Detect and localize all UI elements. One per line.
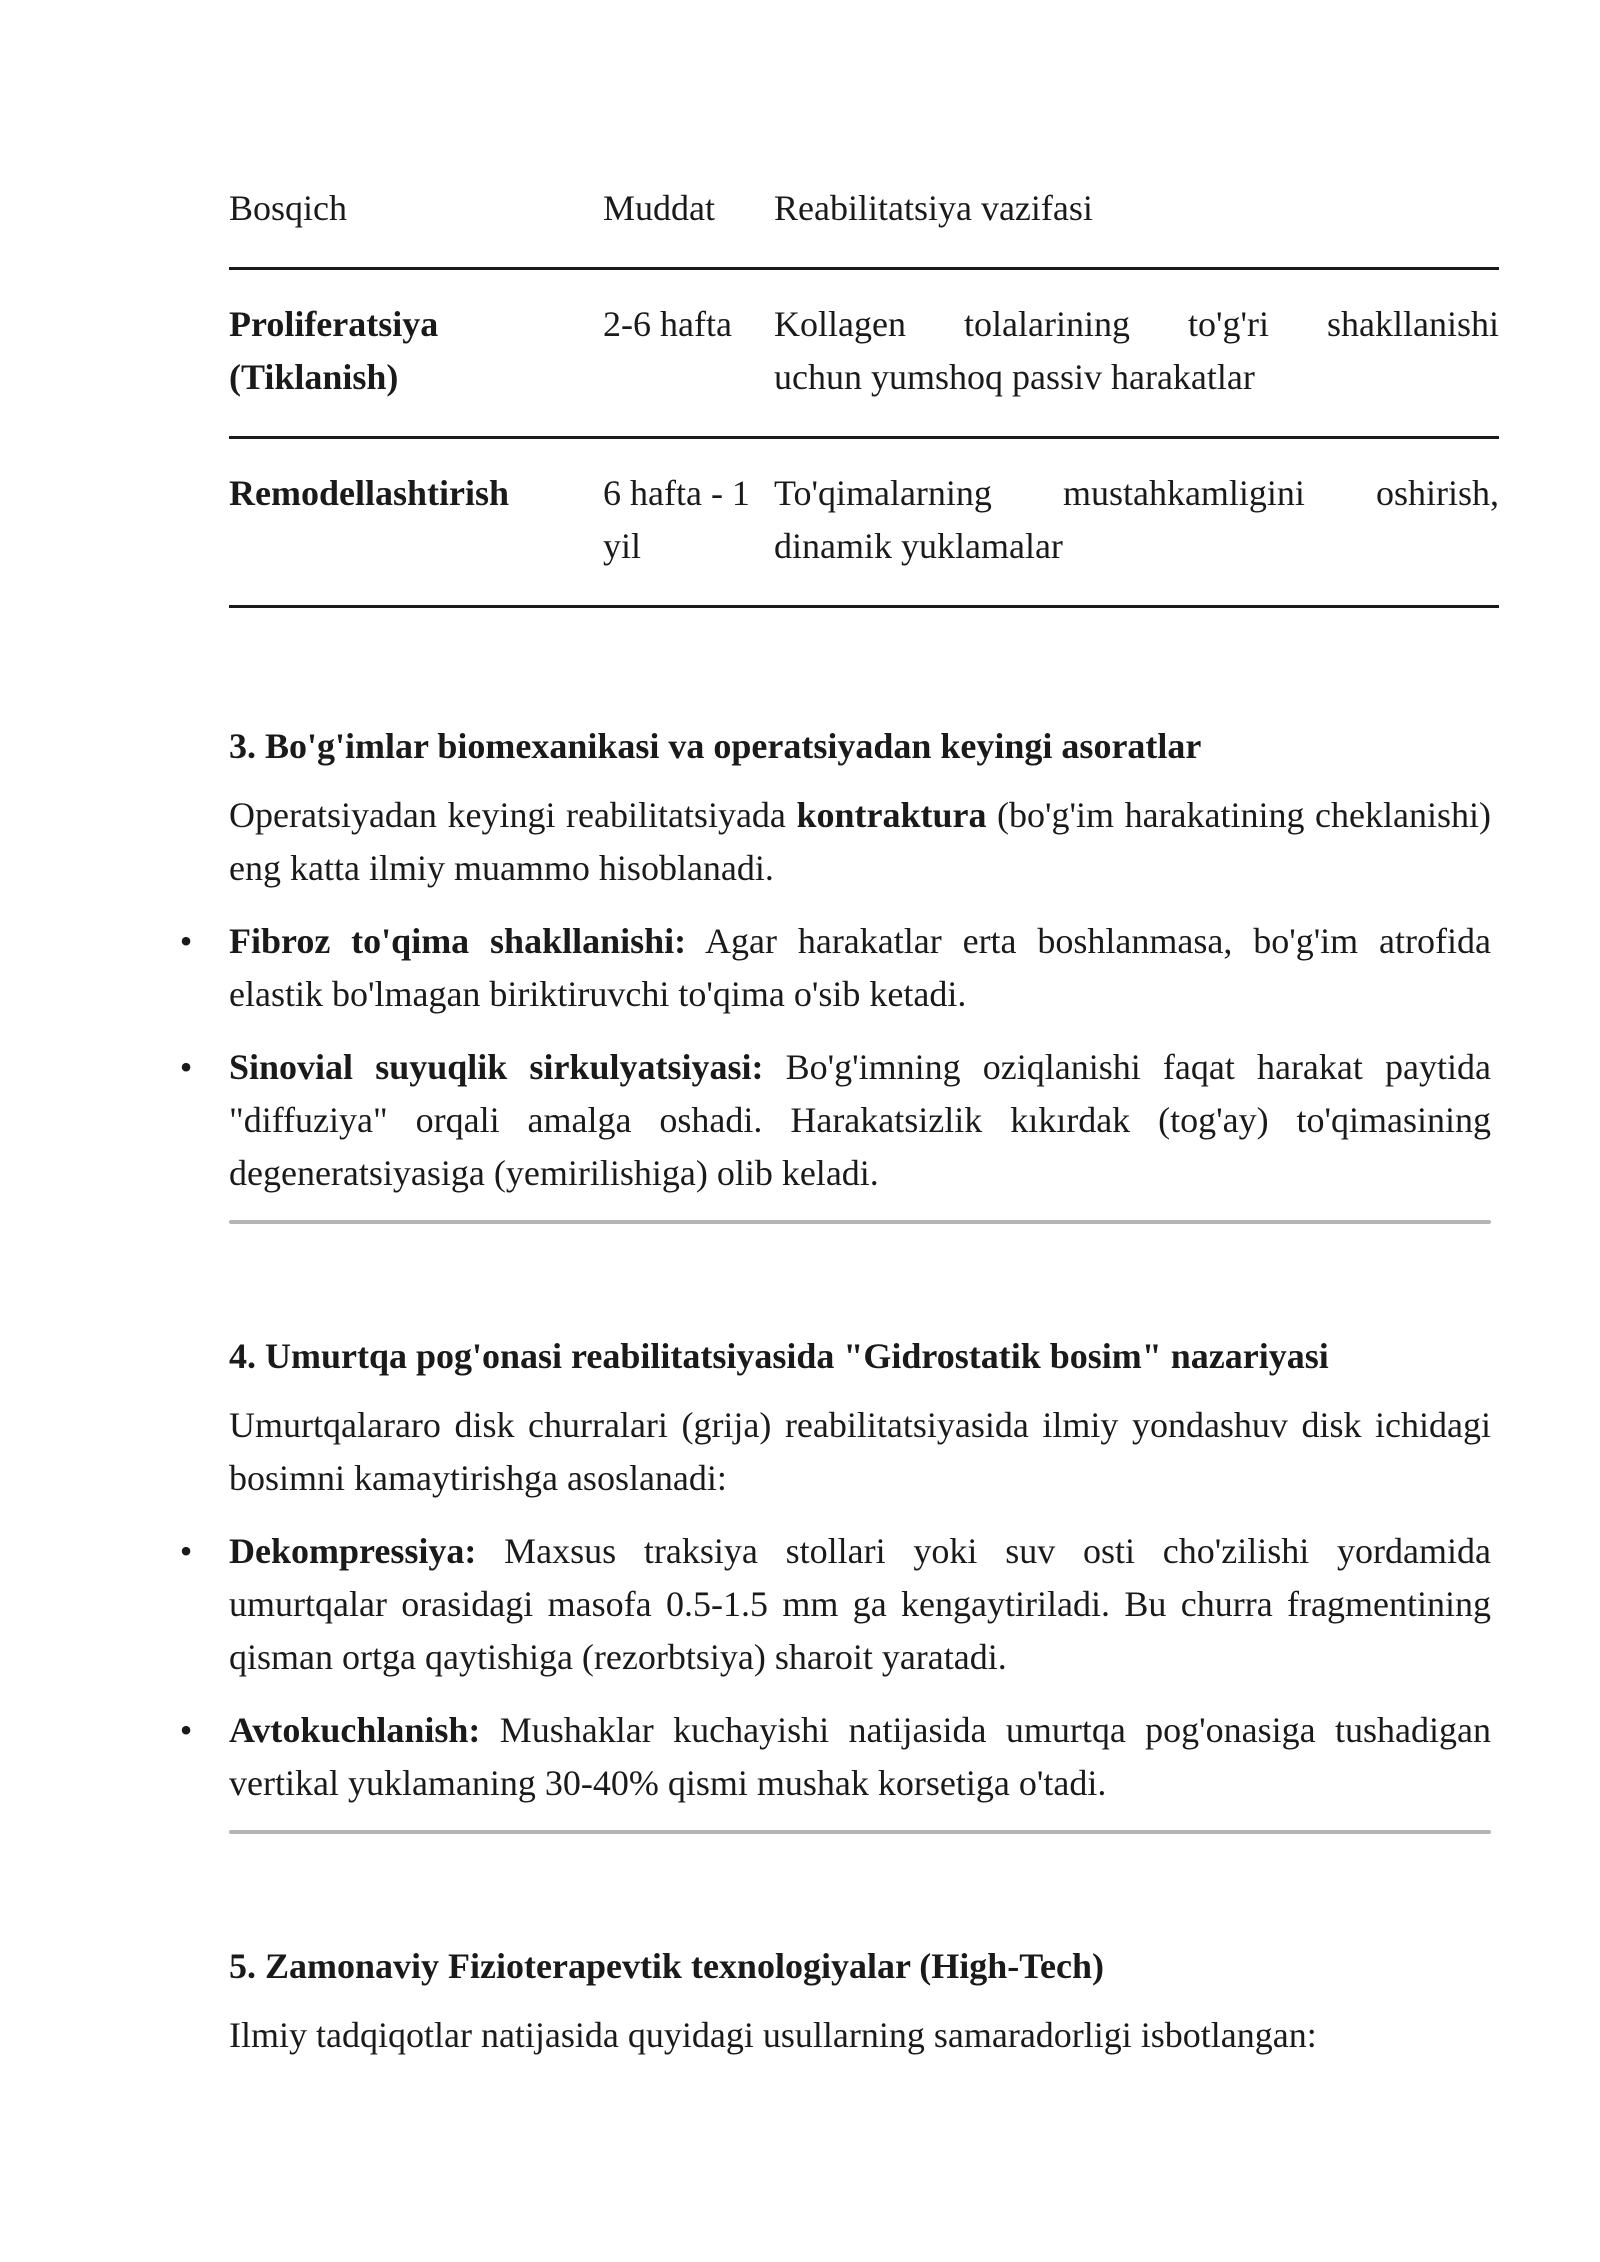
bullet-term: Dekompressiya: — [229, 1531, 477, 1571]
task-line: uchun yumshoq passiv harakatlar — [774, 357, 1255, 397]
table-row — [229, 270, 1499, 439]
stage-name: Remodellashtirish — [229, 473, 510, 513]
task-line: dinamik yuklamalar — [774, 526, 1063, 566]
bullet-term: Sinovial suyuqlik sirkulyatsiyasi: — [229, 1047, 764, 1087]
section-heading: 5. Zamonaviy Fizioterapevtik texnologiyalar (High-Tech) — [229, 1946, 1104, 1986]
stage-cell — [229, 298, 603, 404]
section-physio-tech — [229, 1940, 1491, 2062]
task-line: To'qimalarning mustahkamligini oshirish, — [774, 473, 1499, 513]
bullet-text: Bo'g'imning oziqlanishi faqat harakat paytida "diffuziya" orqali amalga oshadi. Harakatsizlik kıkırdak (tog'ay) to'qimasining degeneratsiyasiga (yemirilishiga) olib keladi. — [229, 1047, 1491, 1193]
bullet-text: Mushaklar kuchayishi natijasida umurtqa pog'onasiga tushadigan vertikal yuklamaning 30-40% qismi mushak korsetiga o'tadi. — [229, 1710, 1491, 1803]
bullet-icon: • — [179, 1710, 193, 1750]
section-intro: Umurtqalararo disk churralari (grija) reabilitatsiyasida ilmiy yondashuv disk ichidagi bosimni kamaytirishga asoslanadi: — [229, 1405, 1491, 1498]
bullet-text: Maxsus traksiya stollari yoki suv osti cho'zilishi yordamida umurtqalar orasidagi masofa 0.5-1.5 mm ga kengaytiriladi. Bu churra fragmentining qisman ortga qaytishiga (rezorbtsiya) sharoit yaratadi. — [229, 1531, 1491, 1677]
stage-cell — [229, 467, 603, 573]
table-row — [229, 439, 1499, 608]
bullet-list — [179, 1525, 1491, 1810]
section-intro — [229, 789, 1491, 895]
bullet-icon: • — [179, 1047, 193, 1087]
section-intro: Ilmiy tadqiqotlar natijasida quyidagi usullarning samaradorligi isbotlangan: — [229, 2015, 1317, 2055]
stage-subname: (Tiklanish) — [229, 357, 399, 397]
duration-line: yil — [603, 526, 642, 566]
list-item — [179, 915, 1491, 1021]
list-item — [179, 1704, 1491, 1810]
stage-name: Proliferatsiya — [229, 304, 439, 344]
duration-cell — [603, 467, 774, 573]
bullet-icon: • — [179, 1531, 193, 1571]
section-spine-rehab — [179, 1330, 1491, 1834]
bullet-text: Agar harakatlar erta boshlanmasa, bo'g'im atrofida elastik bo'lmagan biriktiruvchi to'qima o'sib ketadi. — [229, 921, 1491, 1014]
duration-line: 6 hafta - 1 — [603, 473, 750, 513]
bullet-term: Fibroz to'qima shakllanishi: — [229, 921, 687, 961]
section-joint-biomechanics — [179, 720, 1491, 1224]
duration-cell: 2-6 hafta — [603, 304, 732, 344]
section-heading: 4. Umurtqa pog'onasi reabilitatsiyasida "Gidrostatik bosim" nazariyasi — [229, 1336, 1329, 1376]
intro-text: (bo'g'im harakatining cheklanishi) eng katta ilmiy muammo hisoblanadi. — [229, 795, 1491, 888]
task-cell — [774, 467, 1499, 573]
intro-text: Operatsiyadan keyingi reabilitatsiyada — [229, 795, 797, 835]
bullet-icon: • — [179, 921, 193, 961]
section-heading: 3. Bo'g'imlar biomexanikasi va operatsiyadan keyingi asoratlar — [229, 726, 1202, 766]
table-header-row — [229, 178, 1499, 270]
header-task: Reabilitatsiya vazifasi — [774, 188, 1093, 228]
intro-bold-term: kontraktura — [796, 795, 987, 835]
task-cell — [774, 298, 1499, 404]
bullet-term: Avtokuchlanish: — [229, 1710, 481, 1750]
rehab-stages-table — [229, 178, 1499, 608]
section-divider — [229, 1220, 1491, 1224]
header-duration: Muddat — [603, 188, 715, 228]
header-stage: Bosqich — [229, 188, 348, 228]
bullet-list — [179, 915, 1491, 1200]
task-line: Kollagen tolalarining to'g'ri shakllanishi — [774, 304, 1499, 344]
list-item — [179, 1041, 1491, 1200]
list-item — [179, 1525, 1491, 1684]
section-divider — [229, 1830, 1491, 1834]
